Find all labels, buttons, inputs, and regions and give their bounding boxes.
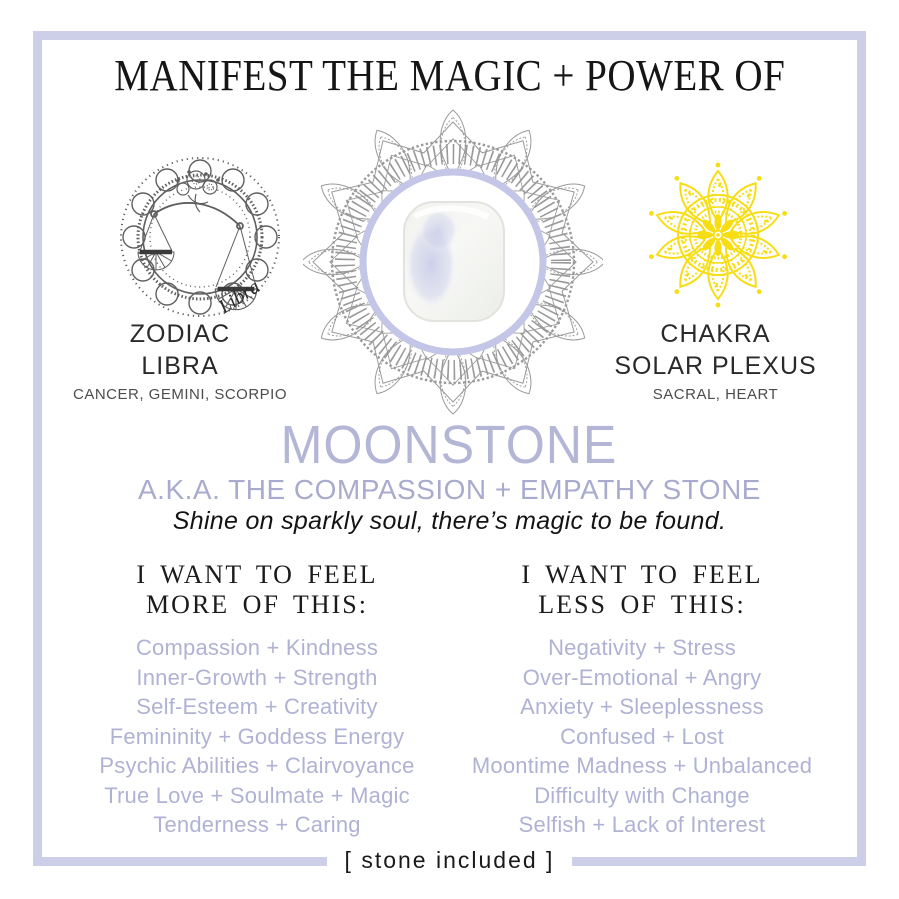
chakra-sublabel: SACRAL, HEART <box>652 386 779 403</box>
moonstone-photo <box>404 202 504 321</box>
list-item: Compassion + Kindness <box>135 635 379 660</box>
list-item: Femininity + Goddess Energy <box>109 723 405 749</box>
list-item: Confused + Lost <box>560 723 724 749</box>
moonstone-mandala-illustration <box>303 105 603 417</box>
libra-scales-icon <box>110 150 290 340</box>
list-item: Over-Emotional + Angry <box>522 664 762 690</box>
zodiac-sublabel: CANCER, GEMINI, SCORPIO <box>72 386 288 403</box>
list-item: Moontime Madness + Unbalanced <box>471 753 813 778</box>
zodiac-sign: LIBRA <box>141 352 219 380</box>
list-item: Tenderness + Caring <box>153 812 361 837</box>
zodiac-labels <box>55 318 305 403</box>
list-item: Anxiety + Sleeplessness <box>520 694 764 719</box>
mandala-icon <box>303 105 603 417</box>
list-item: Self-Esteem + Creativity <box>136 694 378 719</box>
stone-name: MOONSTONE <box>281 415 618 475</box>
list-item: Negativity + Stress <box>548 635 736 660</box>
feel-more-column <box>57 560 457 840</box>
feel-less-column <box>442 560 842 840</box>
feel-more-header: I WANT TO FEEL MORE OF THIS: <box>136 560 378 619</box>
page-title: MANIFEST THE MAGIC + POWER OF <box>113 51 786 101</box>
stone-tagline: Shine on sparkly soul, there’s magic to be found. <box>172 507 727 535</box>
chakra-illustration <box>640 155 796 315</box>
feel-less-list <box>442 633 842 840</box>
chakra-mandala-icon <box>640 155 796 315</box>
chakra-labels <box>588 318 843 403</box>
list-item: Selfish + Lack of Interest <box>518 812 766 837</box>
feel-more-list <box>57 633 457 840</box>
libra-caption: Libra <box>214 275 265 319</box>
list-item: Inner-Growth + Strength <box>136 664 378 690</box>
zodiac-label: ZODIAC <box>129 320 231 348</box>
chakra-label: CHAKRA <box>660 320 771 348</box>
chakra-name: SOLAR PLEXUS <box>614 352 817 380</box>
stone-aka-subtitle: A.K.A. THE COMPASSION + EMPATHY STONE <box>138 474 761 505</box>
list-item: True Love + Soulmate + Magic <box>104 782 410 808</box>
stone-included-badge: [ stone included ] <box>327 845 573 875</box>
list-item: Psychic Abilities + Clairvoyance <box>99 753 415 778</box>
feel-less-header: I WANT TO FEEL LESS OF THIS: <box>521 560 763 619</box>
zodiac-libra-illustration <box>110 150 290 340</box>
list-item: Difficulty with Change <box>534 782 750 808</box>
